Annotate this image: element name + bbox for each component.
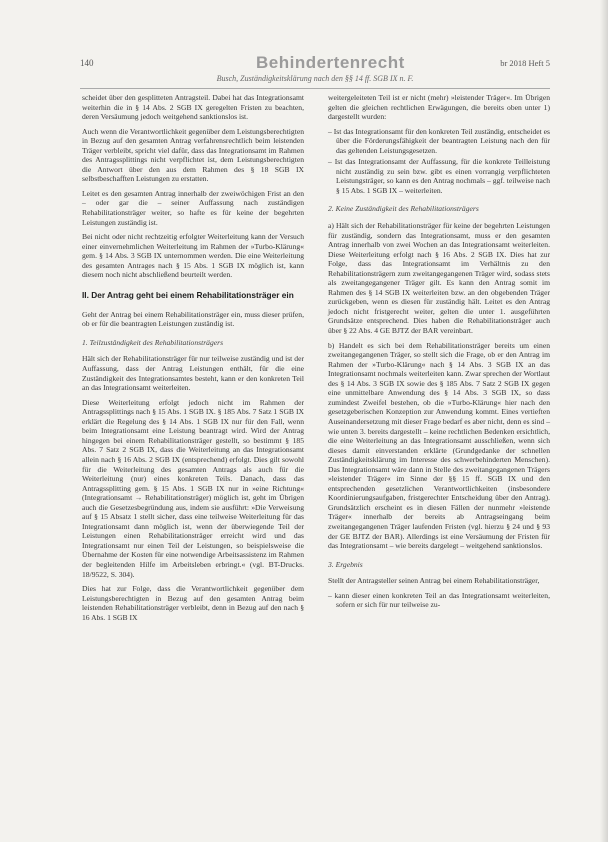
- paragraph: Stellt der Antragsteller seinen Antrag bei einem Rehabilitationsträger,: [328, 576, 540, 586]
- header-rule: [80, 88, 550, 89]
- paragraph: weitergeleiteten Teil ist er nicht (mehr) »leistender Träger«. Im Übrigen gelten die gleichen rechtlichen Erwägungen, die bereits oben unter 1) dargestellt wurden:: [328, 93, 550, 122]
- paragraph: Bei nicht oder nicht rechtzeitig erfolgter Weiterleitung kann der Versuch einer einvernehmlichen Weiterleitung im Rahmen der »Turbo-Klärung« gem. § 14 Abs. 3 SGB IX unternommen werden. Die eine Weiterleitung des gesamten Antrages nach § 15 Abs. 1 SGB IX möglich ist, kann diesem noch nicht abschließend beurteilt werden.: [82, 232, 304, 280]
- paragraph: Dies hat zur Folge, dass die Verantwortlichkeit gegenüber dem Leistungsberechtigten in Bezug auf den gesamten Antrag beim leistenden Rehabilitationsträger verbleibt, denn in Bezug auf den nach § 16 Abs. 1 SGB IX: [82, 584, 304, 622]
- paragraph: Leitet es den gesamten Antrag innerhalb der zweiwöchigen Frist an den – oder gar die – seiner Auffassung nach zuständigen Rehabilitationsträger weiter, so hafte es für keine der begehrten Leistungen zuständig ist.: [82, 188, 304, 227]
- list-item: – Ist das Integrationsamt der Auffassung, für die konkrete Teilleistung nicht zuständig zu sein bzw. gibt es einen vorrangig verpflichteten Leistungsträger, so kann es den Antrag nochmals – ggf. teilweise nach § 15 Abs. 1 SGB IX – weiterleiten.: [328, 157, 550, 195]
- issue-info: br 2018 Heft 5: [500, 58, 550, 68]
- list-item: – Ist das Integrationsamt für den konkreten Teil zuständig, entscheidet es über die Förderungsfähigkeit der beantragten Leistung nach den für das geltenden Leistungsgesetzen.: [328, 127, 550, 156]
- page-header: [80, 53, 550, 72]
- section-heading: II. Der Antrag geht bei einem Rehabilitationsträger ein: [82, 289, 294, 300]
- paragraph: Diese Weiterleitung erfolgt jedoch nicht im Rahmen der Antragssplittings nach § 15 Abs. 1 SGB IX. § 185 Abs. 7 Satz 1 SGB IX erklärt die Regelung des § 14 Abs. 1 SGB IX nur für den Fall, wenn beim Integrationsamt eine Leistung beantragt wird. Wird der Antrag hingegen bei einem Rehabilitationsträger gestellt, so bestimmt § 185 Abs. 7 Satz 2 SGB IX, dass die Weiterleitung an das Integrationsamt allein nach § 16 Abs. 2 SGB IX (entsprechend) erfolgt. Dies gilt sowohl für die Weiterleitung des gesamten Antrags als auch für die Weiterleitung (nur) eines konkreten Teils. Danach, dass das Antragssplitting gem. § 15 Abs. 1 SGB IX nur in »eine Richtung« (Integrationsamt → Rehabilitationsträger) möglich ist, geht im Übrigen auch die Gesetzesbegründung aus, indem sie ausführt: »Die Verweisung auf § 15 Absatz 1 stellt sicher, dass eine teilweise Weiterleitung für das Integrationsamt dann möglich ist, wenn der überwiegende Teil der Leistungen einen Rehabilitationsträger erreicht wird und das Integrationsamt nur einen Teil der Leistungen, so beispielsweise die Übernahme der Kosten für eine notwendige Arbeitsassistenz im Rahmen der begleitenden Hilfe im Arbeitsleben erbringt.« (vgl. BT-Drucks. 18/9522, S. 304).: [82, 397, 304, 579]
- page-number: 140: [80, 58, 94, 68]
- subsection-heading: 2. Keine Zuständigkeit des Rehabilitationsträgers: [328, 204, 479, 214]
- bullet-list: [328, 591, 550, 610]
- bullet-list: [328, 127, 550, 196]
- paragraph: Auch wenn die Verantwortlichkeit gegenüber dem Leistungsberechtigten in Bezug auf den gesamten Antrag verfahrensrechtlich beim leistenden Träger verbleibt, spricht viel dafür, dass das Integrationsamt im Rahmen des Antragssplittings nicht verpflichtet ist, dem Leistungsberechtigten die Antwort über den aus dem Rahmen des § 18 SGB IX selbstbeschafften Leistungen zu erstatten.: [82, 126, 304, 184]
- article-running-title: Busch, Zuständigkeitsklärung nach den §§ 14 ff. SGB IX n. F.: [216, 74, 414, 83]
- list-item: – kann dieser einen konkreten Teil an das Integrationsamt weiterleiten, sofern er sich für nur teilweise zu-: [328, 591, 550, 610]
- right-column: [328, 93, 550, 615]
- subsection-heading: 1. Teilzuständigkeit des Rehabilitationsträgers: [82, 337, 224, 347]
- paragraph: a) Hält sich der Rehabilitationsträger für keine der begehrten Leistungen für zuständig, sondern das Integrationsamt, muss er den gesamten Antrag innerhalb von zwei Wochen an das Integrationsamt weiterleiten. Diese Weiterleitung erfolgt nach § 16 Abs. 2 SGB IX. Dies hat zur Folge, dass das Integrationsamt im Verhältnis zu den Rehabilitationsträgern zum zweitangegangenen Träger wird, sodass stets als zweitangegangener Träger gilt. Es kann den Antrag somit im Rahmen des § 14 SGB IX weiterleiten bzw. an den obgebenden Träger zurückgeben, wenn es diesen für zuständig hält. Leitet es den Antrag jedoch nicht fristgerecht weiter, gelten die unter 1. ausgeführten Grundsätze entsprechend. Dies haben die Rehabilitationsträger auch über § 22 Abs. 4 GE BJTZ der BAR vereinbart.: [328, 221, 550, 336]
- paragraph: scheidet über den gesplitteten Antragsteil. Dabei hat das Integrationsamt weiterhin die in § 14 Abs. 2 SGB IX geregelten Fristen zu beachten, deren Versäumung jedoch weitgehend sanktionslos ist.: [82, 93, 304, 122]
- journal-title: Behindertenrecht: [256, 53, 405, 72]
- page-edge-shadow: [600, 0, 608, 842]
- left-column: [82, 93, 304, 627]
- paragraph: Hält sich der Rehabilitationsträger für nur teilweise zuständig und ist der Auffassung, dass der Antrag Leistungen enthält, für die eine Zuständigkeit des Integrationsamtes besteht, kann er den konkreten Teil an das Integrationsamt weiterleiten.: [82, 354, 304, 393]
- subsection-heading: 3. Ergebnis: [328, 559, 363, 569]
- paragraph: Geht der Antrag bei einem Rehabilitationsträger ein, muss dieser prüfen, ob er für die beantragten Leistungen zuständig ist.: [82, 309, 304, 329]
- paragraph: b) Handelt es sich bei dem Rehabilitationsträger bereits um einen zweitangegangenen Träger, so stellt sich die Frage, ob er den Antrag im Rahmen der »Turbo-Klärung« nach § 14 Abs. 3 SGB IX an das Integrationsamt nochmals weiterleiten kann. Zwar sprechen der Wortlaut des § 14 Abs. 3 SGB IX sowie des § 185 Abs. 7 Satz 2 SGB IX gegen eine unmittelbare Anwendung des § 14 Abs. 3 SGB IX, so dass zumindest Zweifel bestehen, ob die »Turbo-Klärung« hier nach den gesetzgeberischen Konzeption zur Anwendung kommt. Eines vertieften Auseinandersetzung mit dieser Frage bedarf es aber nicht, denn es sind – wie unten 3. bereits dargestellt – keine rechtlichen Bedenken ersichtlich, die eine Weiterleitung an das Integrationsamt ausschließen, wenn sich dieses damit einverstanden erklärte (Grundgedanke der schnellen Zuständigkeitsklärung im Interesse des schwerbehinderten Menschen). Das Integrationsamt wäre dann in Stelle des zweitangegangenen Trägers »leistender Träger« im Sinne der §§ 15 ff. SGB IX und den entsprechenden gesetzlichen Verantwortlichkeiten (insbesondere Koordinierungsaufgaben, fristgerechter Entscheidung über den Antrag). Grundsätzlich erscheint es in diesen Fällen der nunmehr »leistende Träger« innerhalb der bereits ab Antragseingang beim zweitangegangenen Träger laufenden Fristen (vgl. hierzu § 24 und § 93 der GE BJTZ der BAR). Allerdings ist eine Versäumung der Fristen für das Integrationsamt – wie bereits dargelegt – weitgehend sanktionslos.: [328, 340, 550, 551]
